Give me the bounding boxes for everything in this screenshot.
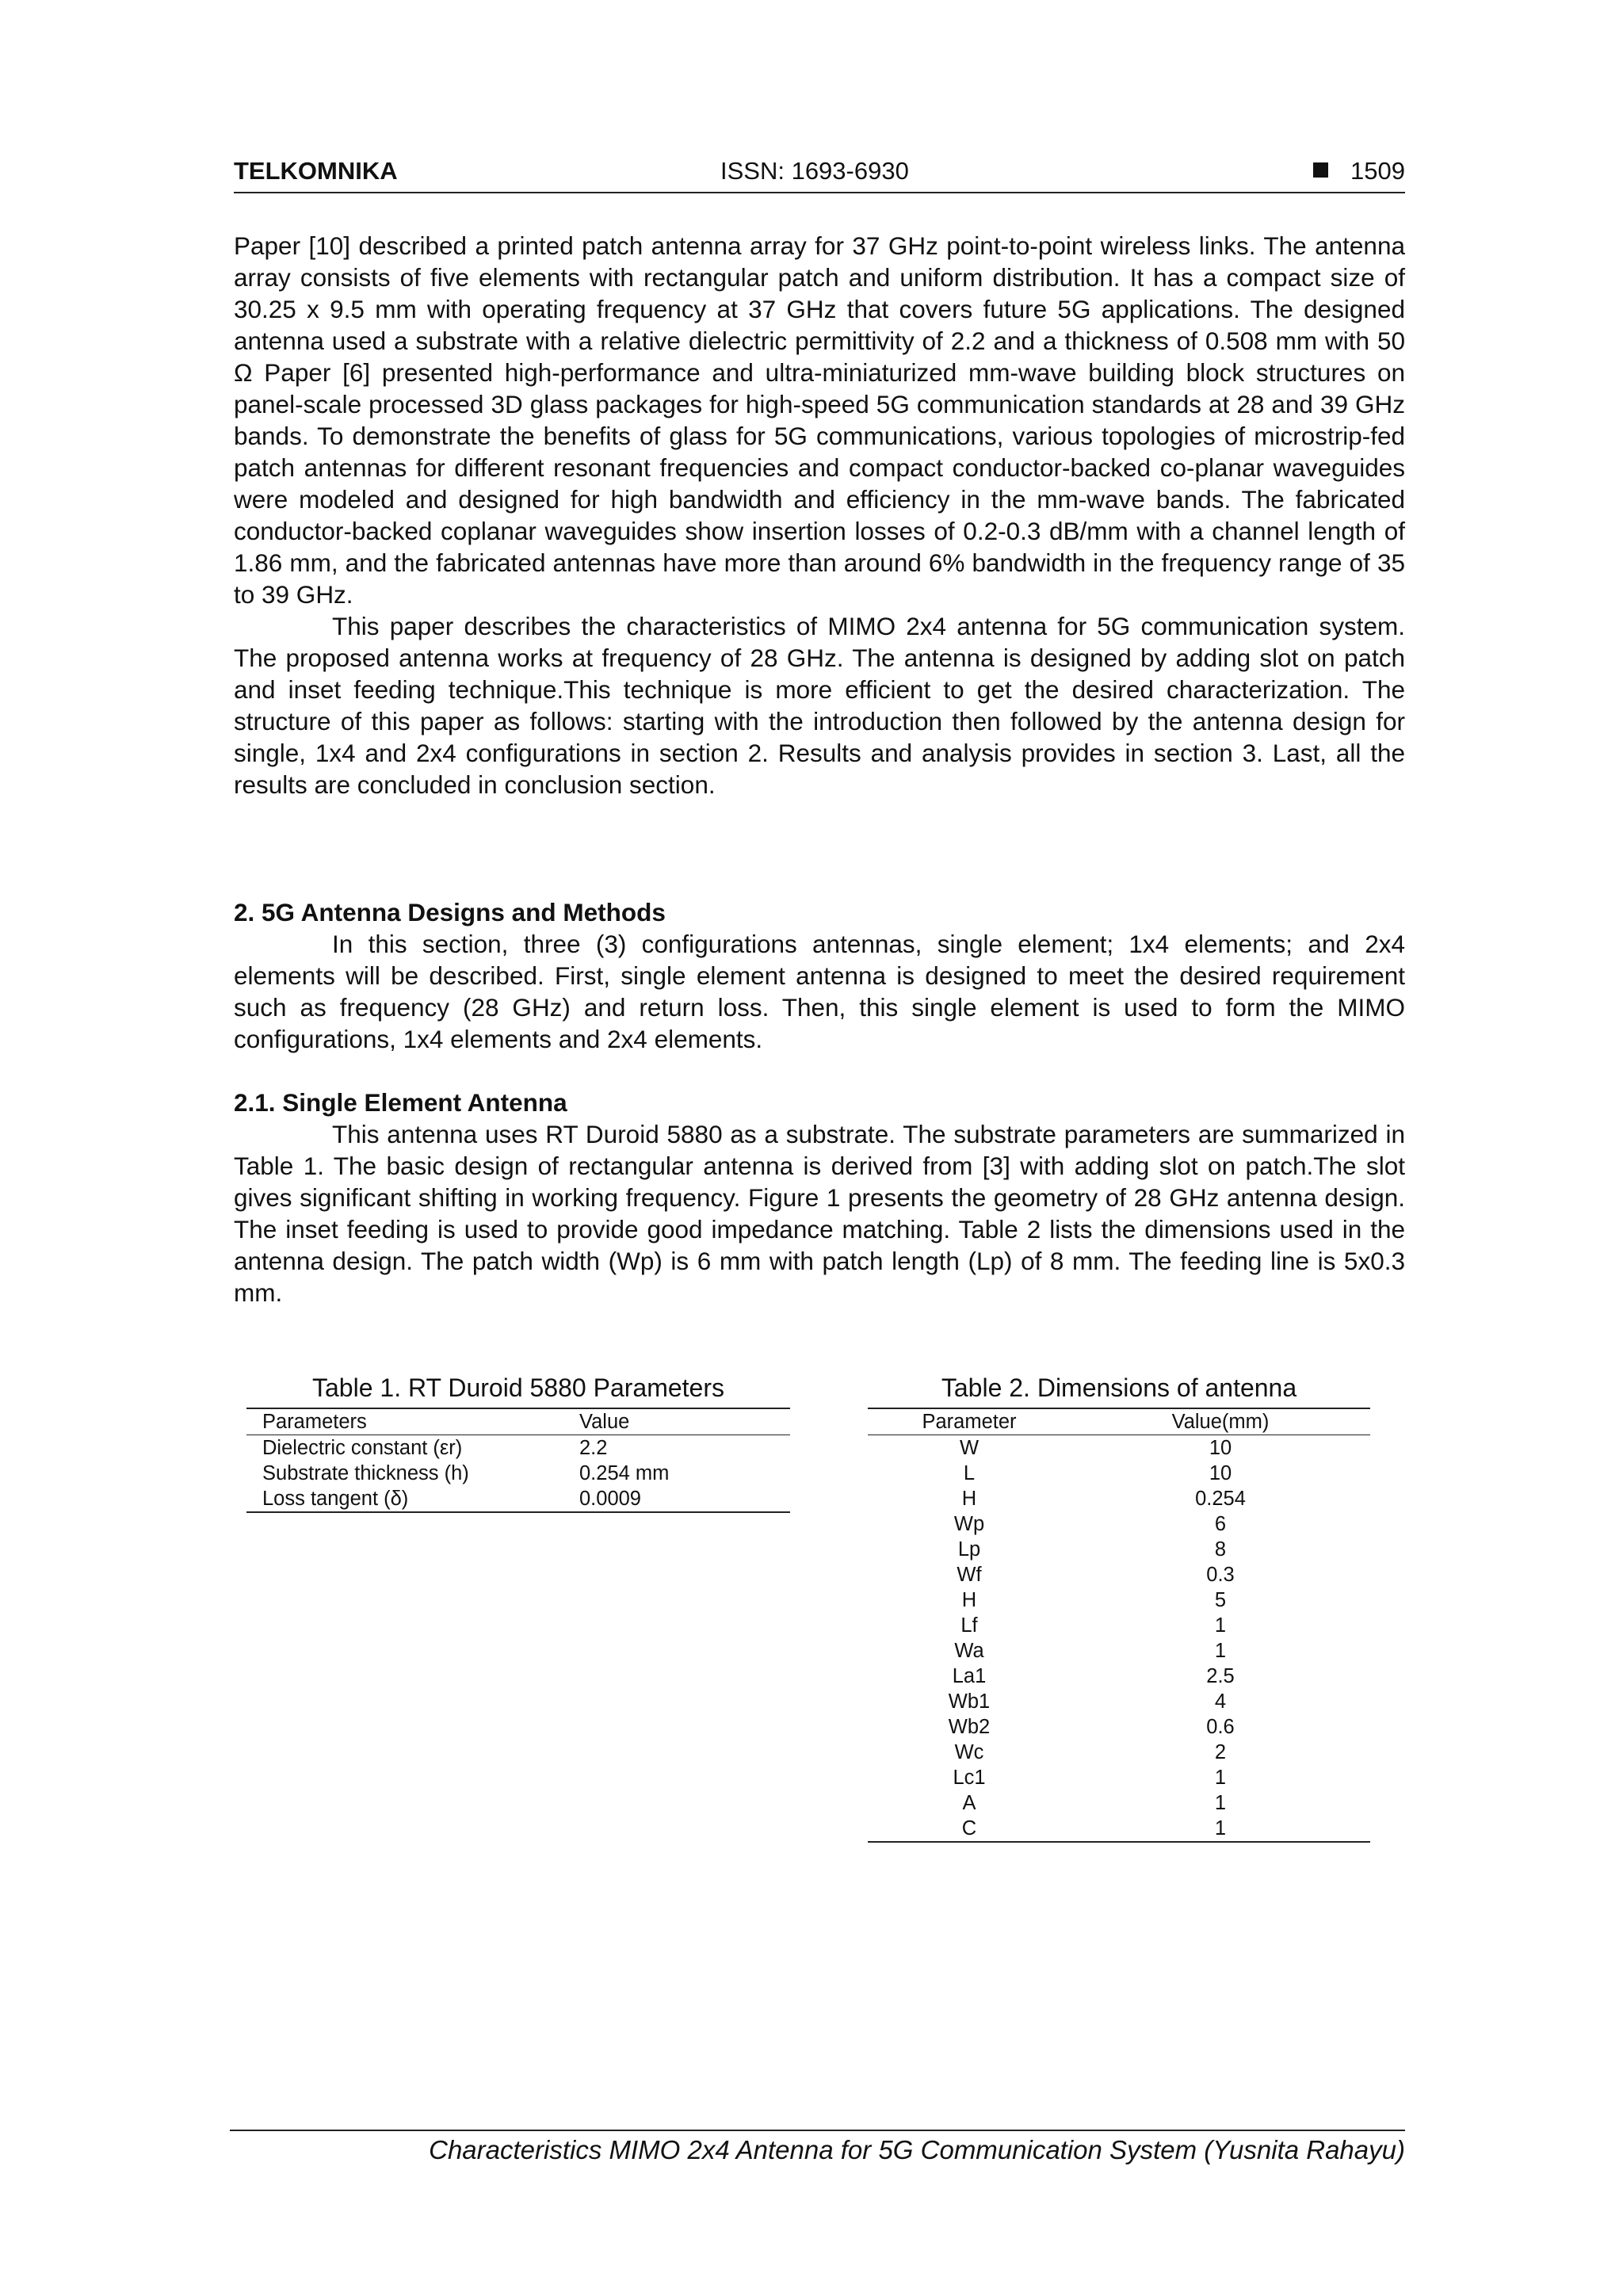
table-cell: Wa <box>954 1640 984 1662</box>
section-2 <box>234 896 1405 1055</box>
table-row <box>868 1537 1370 1562</box>
running-header <box>234 155 1405 193</box>
table-row <box>868 1587 1370 1613</box>
table-row <box>246 1486 790 1512</box>
table-cell: Wf <box>957 1564 982 1586</box>
table-cell: 2.5 <box>1206 1665 1235 1687</box>
table-header-row <box>246 1408 790 1435</box>
table-cell: 1 <box>1214 1640 1227 1662</box>
section-2-1-heading: 2.1. Single Element Antenna <box>234 1088 567 1117</box>
table-row <box>868 1765 1370 1790</box>
table-row <box>246 1435 790 1461</box>
footer-divider <box>230 2130 1405 2131</box>
table-cell: L <box>963 1462 976 1484</box>
table-cell: H <box>961 1488 977 1510</box>
section-2-heading: 2. 5G Antenna Designs and Methods <box>234 898 666 926</box>
table-cell: C <box>868 1816 1071 1842</box>
table-cell: 1 <box>1214 1792 1227 1814</box>
issn: ISSN: 1693-6930 <box>720 157 909 185</box>
table-cell: 2 <box>1214 1741 1227 1763</box>
table-row <box>868 1562 1370 1587</box>
page-number-block <box>1313 157 1405 185</box>
table-cell: 1 <box>1071 1816 1370 1842</box>
intro-section <box>234 230 1405 800</box>
intro-paragraph-1: Paper [10] described a printed patch antenna array for 37 GHz point-to-point wireless links. The antenna array consists of five elements with rectangular patch and uniform distribution. It has a compact size of 30.25 x 9.5 mm with operating frequency at 37 GHz that covers future 5G applications. The designed antenna used a substrate with a relative dielectric permittivity of 2.2 and a thickness of 0.508 mm with 50 Ω Paper [6] presented high-performance and ultra-miniaturized mm-wave building block structures on panel-scale processed 3D glass packages for high-speed 5G communication standards at 28 and 39 GHz bands. To demonstrate the benefits of glass for 5G communications, various topologies of microstrip-fed patch antennas for different resonant frequencies and compact conductor-backed co-planar waveguides were modeled and designed for high bandwidth and efficiency in the mm-wave bands. The fabricated conductor-backed coplanar waveguides show insertion losses of 0.2-0.3 dB/mm with a channel length of 1.86 mm, and the fabricated antennas have more than around 6% bandwidth in the frequency range of 35 to 39 GHz. <box>234 231 1405 609</box>
table-cell: H <box>961 1589 977 1611</box>
table-cell: 1 <box>1214 1614 1227 1637</box>
table-header-cell: Parameters <box>246 1408 579 1435</box>
table-cell: Lp <box>957 1538 981 1561</box>
table-2-caption: Table 2. Dimensions of antenna <box>941 1373 1297 1402</box>
table-header-row <box>868 1408 1370 1435</box>
table-cell: Wb2 <box>948 1716 991 1738</box>
table-cell: Wc <box>954 1741 984 1763</box>
table-cell: Loss tangent (δ) <box>246 1486 579 1512</box>
table-cell: W <box>959 1437 980 1459</box>
table-row <box>868 1714 1370 1740</box>
table-cell: 10 <box>1209 1462 1232 1484</box>
table-row <box>868 1816 1370 1842</box>
table-1-caption: Table 1. RT Duroid 5880 Parameters <box>312 1373 724 1402</box>
table-cell: Dielectric constant (εr) <box>262 1437 463 1459</box>
table-row <box>868 1740 1370 1765</box>
table-cell: 0.254 mm <box>579 1462 670 1484</box>
page-number: 1509 <box>1350 157 1405 185</box>
table-cell: La1 <box>952 1665 987 1687</box>
table-cell: Lf <box>960 1614 978 1637</box>
table-row <box>868 1511 1370 1537</box>
table-cell: 4 <box>1214 1690 1227 1713</box>
table-cell: Substrate thickness (h) <box>262 1462 469 1484</box>
table-1 <box>246 1408 790 1513</box>
table-row <box>868 1638 1370 1664</box>
table-cell: 10 <box>1209 1437 1232 1459</box>
section-2-1 <box>234 1087 1405 1308</box>
table-cell: Wp <box>953 1513 985 1535</box>
table-cell: 5 <box>1214 1589 1227 1611</box>
running-footer: Characteristics MIMO 2x4 Antenna for 5G Communication System (Yusnita Rahayu) <box>429 2135 1405 2164</box>
table-row <box>868 1790 1370 1816</box>
table-row <box>868 1664 1370 1689</box>
table-cell: 0.6 <box>1206 1716 1235 1738</box>
table-header-cell: Parameter <box>868 1408 1071 1435</box>
table-cell: 8 <box>1214 1538 1227 1561</box>
journal-name: TELKOMNIKA <box>234 157 398 185</box>
table-row <box>868 1435 1370 1461</box>
table-cell: 0.254 <box>1195 1488 1246 1510</box>
intro-paragraph-2: This paper describes the characteristics of MIMO 2x4 antenna for 5G communication system. The proposed antenna works at frequency of 28 GHz. The antenna is designed by adding slot on patch and inset feeding technique.This technique is more efficient to get the desired characterization. The structure of this paper as follows: starting with the introduction then followed by the antenna design for single, 1x4 and 2x4 configurations in section 2. Results and analysis provides in section 3. Last, all the results are concluded in conclusion section. <box>234 612 1405 799</box>
table-2 <box>868 1408 1370 1843</box>
table-cell: A <box>962 1792 976 1814</box>
table-row <box>868 1613 1370 1638</box>
table-cell: 0.3 <box>1206 1564 1235 1586</box>
square-bullet-icon <box>1313 162 1328 178</box>
table-row <box>868 1689 1370 1714</box>
table-header-cell: Value <box>579 1408 790 1435</box>
table-cell: 0.0009 <box>579 1486 790 1512</box>
table-row <box>246 1461 790 1486</box>
table-cell: 2.2 <box>579 1437 608 1459</box>
table-cell: Lc1 <box>953 1767 986 1789</box>
section-2-1-paragraph: This antenna uses RT Duroid 5880 as a substrate. The substrate parameters are summarized in Table 1. The basic design of rectangular antenna is derived from [3] with adding slot on patch.The slot gives significant shifting in working frequency. Figure 1 presents the geometry of 28 GHz antenna design. The inset feeding is used to provide good impedance matching. Table 2 lists the dimensions used in the antenna design. The patch width (Wp) is 6 mm with patch length (Lp) of 8 mm. The feeding line is 5x0.3 mm. <box>234 1120 1405 1307</box>
table-cell: 1 <box>1214 1767 1227 1789</box>
table-cell: 6 <box>1214 1513 1227 1535</box>
table-row <box>868 1486 1370 1511</box>
table-cell: Wb1 <box>948 1690 991 1713</box>
section-2-paragraph: In this section, three (3) configurations antennas, single element; 1x4 elements; and 2x4 elements will be described. First, single element antenna is designed to meet the desired requirement such as frequency (28 GHz) and return loss. Then, this single element is used to form the MIMO configurations, 1x4 elements and 2x4 elements. <box>234 930 1405 1053</box>
table-header-cell: Value(mm) <box>1071 1408 1370 1435</box>
table-row <box>868 1461 1370 1486</box>
